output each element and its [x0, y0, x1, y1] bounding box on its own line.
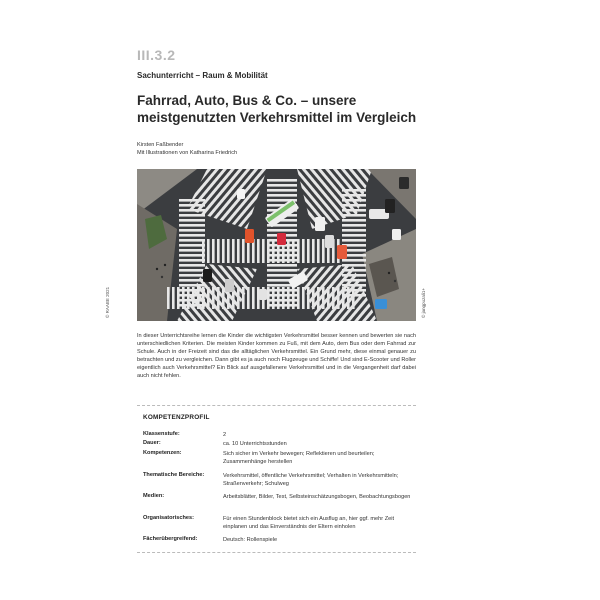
author-name: Kirsten Faßbender: [137, 142, 184, 148]
intro-paragraph: In dieser Unterrichtsreihe lernen die Kinder die wichtigsten Verkehrsmittel besser kennen und bewerten sie nach unterschiedlichen Kriterien. Die meisten Kinder kommen zu Fuß, mit dem Auto, dem Bus oder dem Fahrrad zur Schule. Auch in der Freizeit sind das die alltäglichen Verkehrsmittel. Ein Grund mehr, diese einmal genauer zu betrachten und zu vergleichen. Dann gibt es ja auch noch Flugzeuge und Schiffe! Und sind E-Scooter und Roller eigentlich auch Verkehrsmittel? Ein Blick auf ausgefallenere Verkehrsmittel und in die Vergangenheit darf dabei auch nicht fehlen.: [137, 333, 416, 379]
profile-value: Verkehrsmittel, öffentliche Verkehrsmittel; Verhalten in Verkehrsmitteln; Straßenverkehr; Schulweg: [223, 473, 399, 487]
profile-value: 2: [223, 432, 227, 438]
profile-value: Für einen Stundenblock bietet sich ein Ausflug an, hier ggf. mehr Zeit einplanen und das Einverständnis der Eltern einholen: [223, 516, 395, 530]
crossing-photo: [137, 169, 416, 321]
profile-value: ca. 10 Unterrichtsstunden: [223, 441, 287, 447]
copyright-left: © RAABE 2021: [105, 286, 110, 318]
profile-label: Medien:: [143, 493, 165, 499]
profile-value: Arbeitsblätter, Bilder, Test, Selbsteinschätzungsbogen, Beobachtungsbogen: [223, 494, 411, 500]
profile-label: Kompetenzen:: [143, 450, 182, 456]
profile-label: Thematische Bereiche:: [143, 472, 205, 478]
profile-divider-top: [137, 405, 416, 406]
copyright-right: © jangpuzali1+: [421, 288, 426, 318]
page-title: [137, 92, 437, 126]
profile-divider-bottom: [137, 552, 416, 553]
profile-value: Sich sicher im Verkehr bewegen; Reflektieren und beurteilen; Zusammenhänge herstellen: [223, 451, 375, 465]
profile-heading: KOMPETENZPROFIL: [143, 414, 210, 421]
illustrator-name: Mit Illustrationen von Katharina Friedrich: [137, 150, 238, 156]
section-number: III.3.2: [137, 47, 176, 63]
profile-value: Deutsch: Rollenspiele: [223, 537, 278, 543]
profile-label: Dauer:: [143, 440, 161, 446]
profile-label: Organisatorisches:: [143, 515, 194, 521]
title-line-2: meistgenutzten Verkehrsmittel im Vergleich: [137, 110, 417, 125]
subject-line: Sachunterricht – Raum & Mobilität: [137, 71, 268, 80]
title-line-1: Fahrrad, Auto, Bus & Co. – unsere: [137, 93, 357, 108]
intersection-illustration: [137, 169, 416, 321]
author-block: [137, 141, 237, 157]
profile-label: Fächerübergreifend:: [143, 536, 198, 542]
profile-label: Klassenstufe:: [143, 431, 180, 437]
